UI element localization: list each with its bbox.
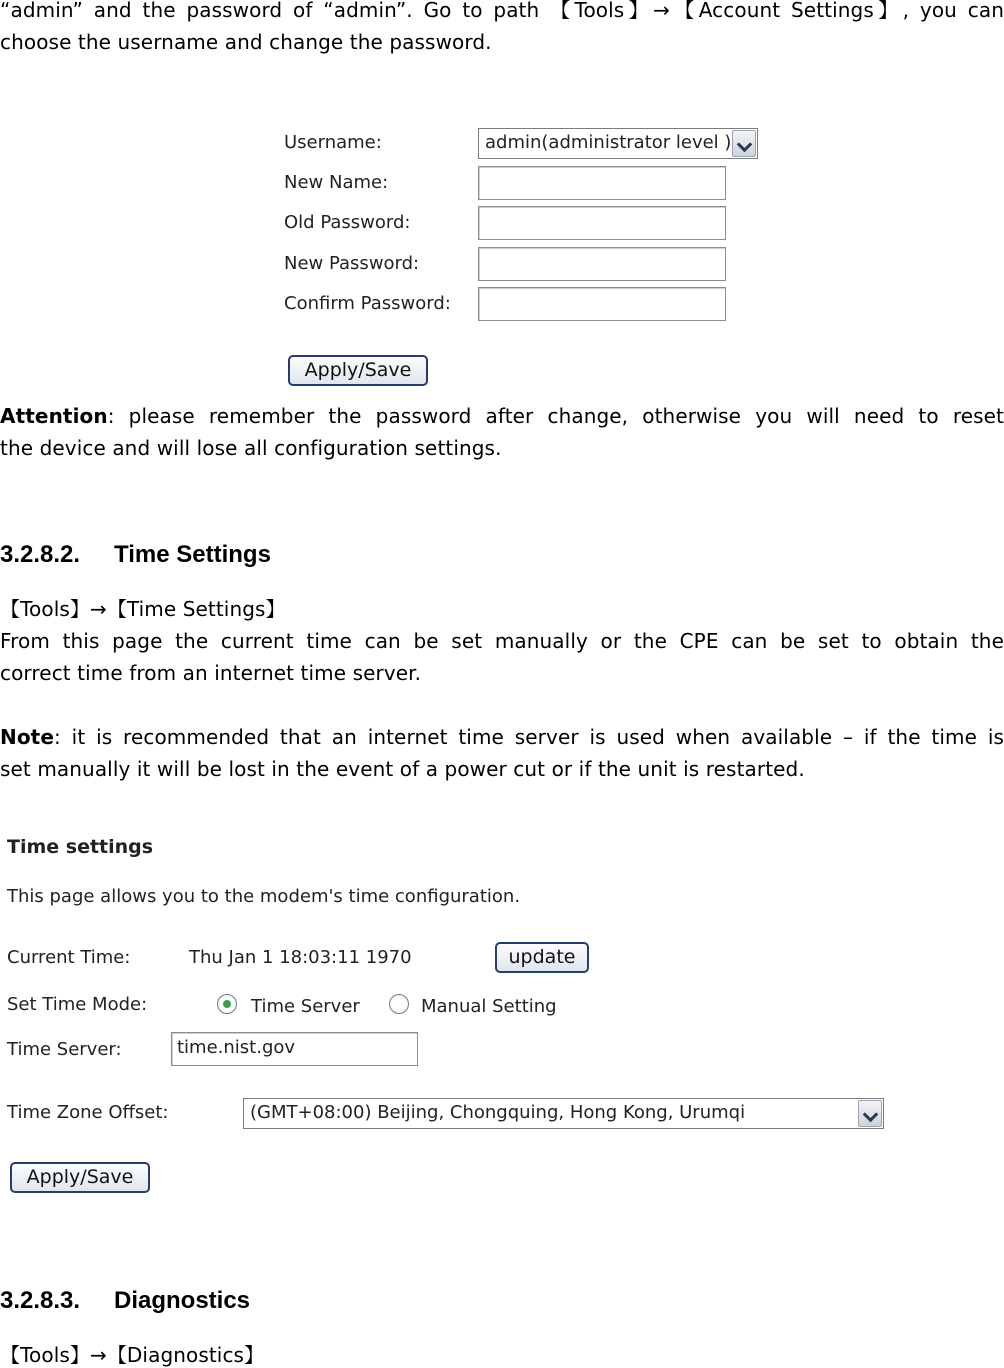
attention-paragraph <box>0 400 1004 464</box>
time-zone-label: Time Zone Offset: <box>7 1102 169 1123</box>
time-desc-line-1: From this page the current time can be set manually or the CPE can be set to obtain the <box>0 629 1004 653</box>
username-label: Username: <box>284 132 382 153</box>
chevron-down-icon[interactable] <box>858 1100 882 1127</box>
set-time-mode-label: Set Time Mode: <box>7 994 148 1015</box>
intro-line-1: “admin” and the password of “admin”. Go to path 【Tools】→【Account Settings】, you can <box>0 0 1004 22</box>
section-heading-time-settings <box>0 540 271 570</box>
diagnostics-text <box>0 1339 1004 1368</box>
time-zone-select[interactable] <box>243 1098 884 1129</box>
manual-setting-radio[interactable] <box>389 994 409 1014</box>
note-line-1 <box>0 721 1004 753</box>
old-password-input[interactable] <box>478 206 726 240</box>
account-apply-save-button[interactable]: Apply/Save <box>288 355 428 386</box>
attention-keyword: Attention <box>0 404 108 428</box>
section-title: Diagnostics <box>114 1287 251 1314</box>
section-title: Time Settings <box>114 541 271 568</box>
intro-line-2: choose the username and change the password. <box>0 30 492 54</box>
note-keyword: Note <box>0 725 55 749</box>
manual-setting-radio-label: Manual Setting <box>421 996 557 1017</box>
attention-line-2: the device and will lose all configuration settings. <box>0 436 502 460</box>
account-settings-form <box>0 0 1004 400</box>
update-button[interactable]: update <box>495 942 589 973</box>
time-server-input[interactable]: time.nist.gov <box>171 1032 418 1066</box>
time-settings-panel <box>0 820 1004 1210</box>
attention-line-1 <box>0 400 1004 432</box>
diagnostics-path: 【Tools】→【Diagnostics】 <box>0 1343 265 1367</box>
note-line-1-text: : it is recommended that an internet time server is used when available – if the time is <box>54 725 1004 749</box>
time-settings-text <box>0 593 1004 785</box>
attention-line-1-text: : please remember the password after change, otherwise you will need to reset <box>107 404 1004 428</box>
section-heading-diagnostics <box>0 1286 250 1316</box>
time-server-radio-label: Time Server <box>251 996 360 1017</box>
section-number: 3.2.8.3. <box>0 1287 81 1314</box>
confirm-password-input[interactable] <box>478 287 726 321</box>
current-time-label: Current Time: <box>7 947 131 968</box>
time-server-radio[interactable] <box>217 994 237 1014</box>
time-desc-line-2: correct time from an internet time server. <box>0 661 422 685</box>
confirm-password-label: Confirm Password: <box>284 293 451 314</box>
time-panel-description: This page allows you to the modem's time configuration. <box>7 886 521 907</box>
new-password-label: New Password: <box>284 253 420 274</box>
chevron-down-icon[interactable] <box>732 130 756 157</box>
new-name-label: New Name: <box>284 172 389 193</box>
note-line-2: set manually it will be lost in the event of a power cut or if the unit is restarted. <box>0 757 805 781</box>
current-time-value: Thu Jan 1 18:03:11 1970 <box>189 947 412 968</box>
time-settings-path: 【Tools】→【Time Settings】 <box>0 597 286 621</box>
section-number: 3.2.8.2. <box>0 541 81 568</box>
time-apply-save-button[interactable]: Apply/Save <box>10 1162 150 1193</box>
new-name-input[interactable] <box>478 166 726 200</box>
username-select[interactable] <box>478 128 758 159</box>
time-server-label: Time Server: <box>7 1039 122 1060</box>
time-zone-select-value: (GMT+08:00) Beijing, Chongquing, Hong Kong, Urumqi <box>250 1102 746 1123</box>
old-password-label: Old Password: <box>284 212 411 233</box>
time-panel-title: Time settings <box>7 836 154 858</box>
new-password-input[interactable] <box>478 247 726 281</box>
username-select-value: admin(administrator level ) <box>485 132 732 153</box>
